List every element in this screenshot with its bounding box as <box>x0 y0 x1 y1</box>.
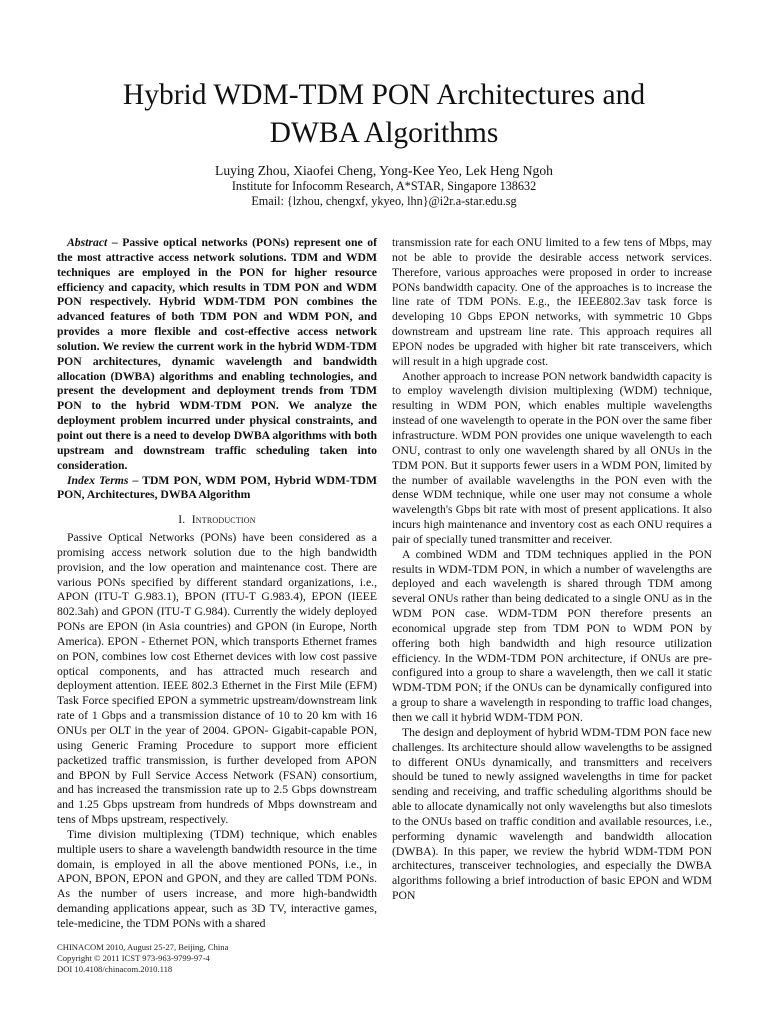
title-line-1: Hybrid WDM-TDM PON Architectures and <box>122 79 646 111</box>
section-title: Introduction <box>191 513 256 527</box>
paragraph: Time division multiplexing (TDM) technique, which enables multiple users to share a wavelength bandwidth resource in the time domain, is employed in all the above mentioned PONs, i.e., in APON, BPON, EPON and GPON, and they are called TDM PONs. As the number of users increase, and more high-bandwidth demanding applications appear, such as 3D TV, interactive games, tele-medicine, the TDM PONs with a shared <box>57 827 377 930</box>
abstract <box>57 236 377 474</box>
paragraph: transmission rate for each ONU limited to a few tens of Mbps, may not be able to provide the desirable access network services. Therefore, various approaches were proposed in order to increase PONs bandwidth capacity. One of the approaches is to increase the line rate of TDM PONs. E.g., the IEEE802.3av task force is developing 10 Gbps EPON networks, with symmetric 10 Gbps downstream and upstream line rate. This approach requires all EPON nodes be upgraded with higher bit rate transceivers, which will result in a high upgrade cost. <box>392 236 712 368</box>
authors: Luying Zhou, Xiaofei Cheng, Yong-Kee Yeo, Lek Heng Ngoh <box>215 163 553 178</box>
footer-doi: DOI 10.4108/chinacom.2010.118 <box>57 964 173 974</box>
abstract-text: – Passive optical networks (PONs) represent one of the most attractive access network solutions. TDM and WDM techniques are employed in the PON for higher resource efficiency and capacity, which results in TDM PON and WDM PON respectively. Hybrid WDM-TDM PON combines the advanced features of both TDM PON and WDM PON, and provides a more flexible and cost-effective access network solution. We review the current work in the hybrid WDM-TDM PON architectures, dynamic wavelength and bandwidth allocation (DWBA) algorithms and enabling technologies, and present the development and deployment trends from TDM PON to the hybrid WDM-TDM PON. We analyze the deployment problem incurred under physical constraints, and point out there is a need to develop DWBA algorithms with both upstream and downstream traffic scheduling taken into consideration. <box>57 236 377 472</box>
paragraph: The design and deployment of hybrid WDM-TDM PON face new challenges. Its architecture should allow wavelengths to be assigned to different ONUs dynamically, and transmitters and receivers should be tuned to newly assigned wavelengths in time for packet sending and receiving, and traffic scheduling algorithms should be able to allocate dynamically not only wavelengths but also timeslots to the ONUs based on traffic condition and available resources, i.e., performing dynamic wavelength and bandwidth allocation (DWBA). In this paper, we review the hybrid WDM-TDM PON architectures, transceiver technologies, and especially the DWBA algorithms following a brief introduction of basic EPON and WDM PON <box>392 725 712 903</box>
right-column <box>392 236 712 904</box>
email: Email: {lzhou, chengxf, ykyeo, lhn}@i2r.a-star.edu.sg <box>251 194 517 208</box>
index-terms <box>57 474 377 504</box>
footer-conference: CHINACOM 2010, August 25-27, Beijing, China <box>57 942 229 952</box>
abstract-label: Abstract <box>67 236 108 249</box>
paragraph: A combined WDM and TDM techniques applied in the PON results in WDM-TDM PON, in which a number of wavelengths are deployed and each wavelength is shared through TDM among several ONUs rather than being dedicated to a single ONU as in the WDM PON case. WDM-TDM PON therefore presents an economical upgrade step from TDM PON to WDM PON by offering both high bandwidth and high resource utilization efficiency. In the WDM-TDM PON architecture, if ONUs are pre-configured into a group to share a wavelength, then we call it static WDM-TDM PON; if the ONUs can be dynamically configured into a group to share a wavelength in responding to traffic load changes, then we call it hybrid WDM-TDM PON. <box>392 547 712 724</box>
section-heading <box>57 513 377 528</box>
footer-copyright: Copyright © 2011 ICST 973-963-9799-97-4 <box>57 953 210 963</box>
index-terms-label: Index Terms <box>67 473 129 487</box>
left-column <box>57 236 377 932</box>
paragraph: Passive Optical Networks (PONs) have been considered as a promising access network solution due to the high bandwidth provision, and the low operation and maintenance cost. There are various PONs specified by different standard organizations, i.e., APON (ITU-T G.983.1), BPON (ITU-T G.983.4), EPON (IEEE 802.3ah) and GPON (ITU-T G.984). Currently the widely deployed PONs are EPON (in Asia countries) and GPON (in Europe, North America). EPON - Ethernet PON, which transports Ethernet frames on PON, combines low cost Ethernet devices with low cost passive optical components, and has attracted much research and deployment attention. IEEE 802.3 Ethernet in the First Mile (EFM) Task Force specified EPON a symmetric upstream/downstream link rate of 1 Gbps and a transmission distance of 10 to 20 km with 16 ONUs per OLT in the year of 2004. GPON- Gigabit-capable PON, using Generic Framing Procedure to support more efficient packetized traffic transmission, is further developed from APON and BPON by Full Service Access Network (FSAN) consortium, and has increased the transmission rate up to 2.5 Gbps downstream and 1.25 Gbps upstream from hundreds of Mbps downstream and tens of Mbps upstream, respectively. <box>57 531 377 827</box>
affiliation: Institute for Infocomm Research, A*STAR, Singapore 138632 <box>231 179 537 193</box>
paper-title <box>60 76 708 152</box>
paragraph: Another approach to increase PON network bandwidth capacity is to employ wavelength division multiplexing (WDM) technique, resulting in WDM PON, which enables multiple wavelengths instead of one wavelength to operate in the PON over the same fiber infrastructure. WDM PON provides one unique wavelength to each ONU, contrast to only one wavelength shared by all ONUs in the TDM PON. But it supports fewer users in a WDM PON, limited by the number of available wavelengths in the PON even with the dense WDM technique, while one user may not consume a whole wavelength's Gbps bit rate with most of present applications. It also incurs high maintenance and inventory cost as each ONU requires a pair of specially tuned transmitter and receiver. <box>392 369 713 546</box>
index-terms-text: – TDM PON, WDM POM, Hybrid WDM-TDM PON, Architectures, DWBA Algorithm <box>57 473 377 502</box>
section-number: I. <box>178 513 186 527</box>
title-line-2: DWBA Algorithms <box>269 117 499 149</box>
conference-footer <box>57 942 228 975</box>
